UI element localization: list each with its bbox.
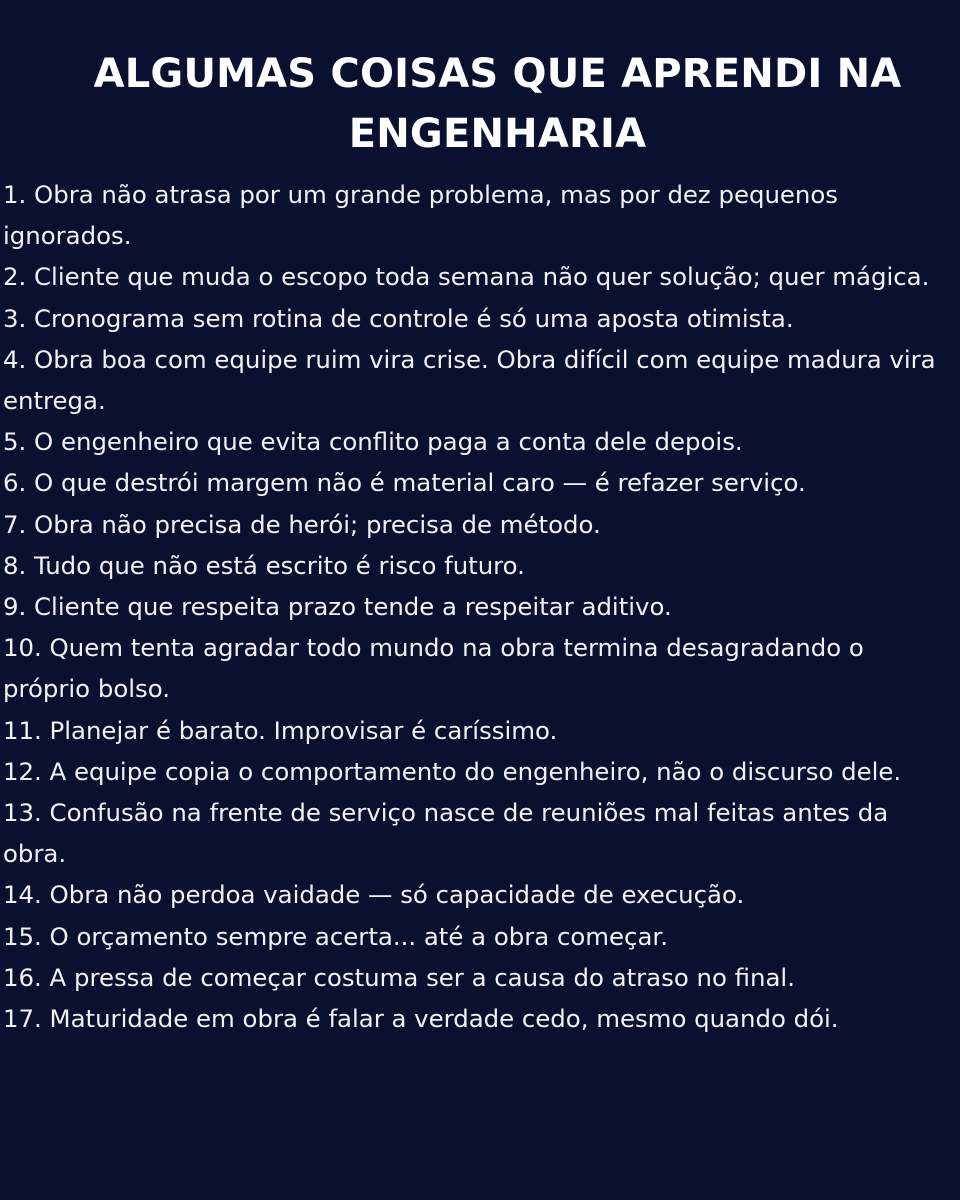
lessons-list <box>3 174 953 1039</box>
list-item: 5. O engenheiro que evita conflito paga a conta dele depois. <box>3 427 743 457</box>
list-item: 7. Obra não precisa de herói; precisa de método. <box>3 509 601 539</box>
list-item: 8. Tudo que não está escrito é risco futuro. <box>3 550 525 580</box>
list-item: 1. Obra não atrasa por um grande problema, mas por dez pequenos ignorados. <box>3 180 839 251</box>
list-item: 12. A equipe copia o comportamento do engenheiro, não o discurso dele. <box>3 756 902 786</box>
list-item: 14. Obra não perdoa vaidade — só capacidade de execução. <box>3 880 745 910</box>
list-item: 15. O orçamento sempre acerta... até a obra começar. <box>3 921 668 951</box>
list-item: 6. O que destrói margem não é material caro — é refazer serviço. <box>3 468 806 498</box>
list-item: 4. Obra boa com equipe ruim vira crise. Obra difícil com equipe madura vira entrega. <box>3 344 936 416</box>
list-item: 11. Planejar é barato. Improvisar é caríssimo. <box>3 715 558 745</box>
page-title: ALGUMAS COISAS QUE APRENDI NA ENGENHARIA <box>93 51 902 157</box>
list-item: 3. Cronograma sem rotina de controle é só uma aposta otimista. <box>3 303 794 333</box>
list-item: 13. Confusão na frente de serviço nasce de reuniões mal feitas antes da obra. <box>3 798 889 869</box>
list-item: 10. Quem tenta agradar todo mundo na obra termina desagradando o próprio bolso. <box>3 633 864 704</box>
list-item: 16. A pressa de começar costuma ser a causa do atraso no final. <box>3 962 795 992</box>
list-item: 2. Cliente que muda o escopo toda semana não quer solução; quer mágica. <box>3 262 930 292</box>
list-item: 9. Cliente que respeita prazo tende a respeitar aditivo. <box>3 592 672 622</box>
list-item: 17. Maturidade em obra é falar a verdade cedo, mesmo quando dói. <box>3 1004 839 1034</box>
